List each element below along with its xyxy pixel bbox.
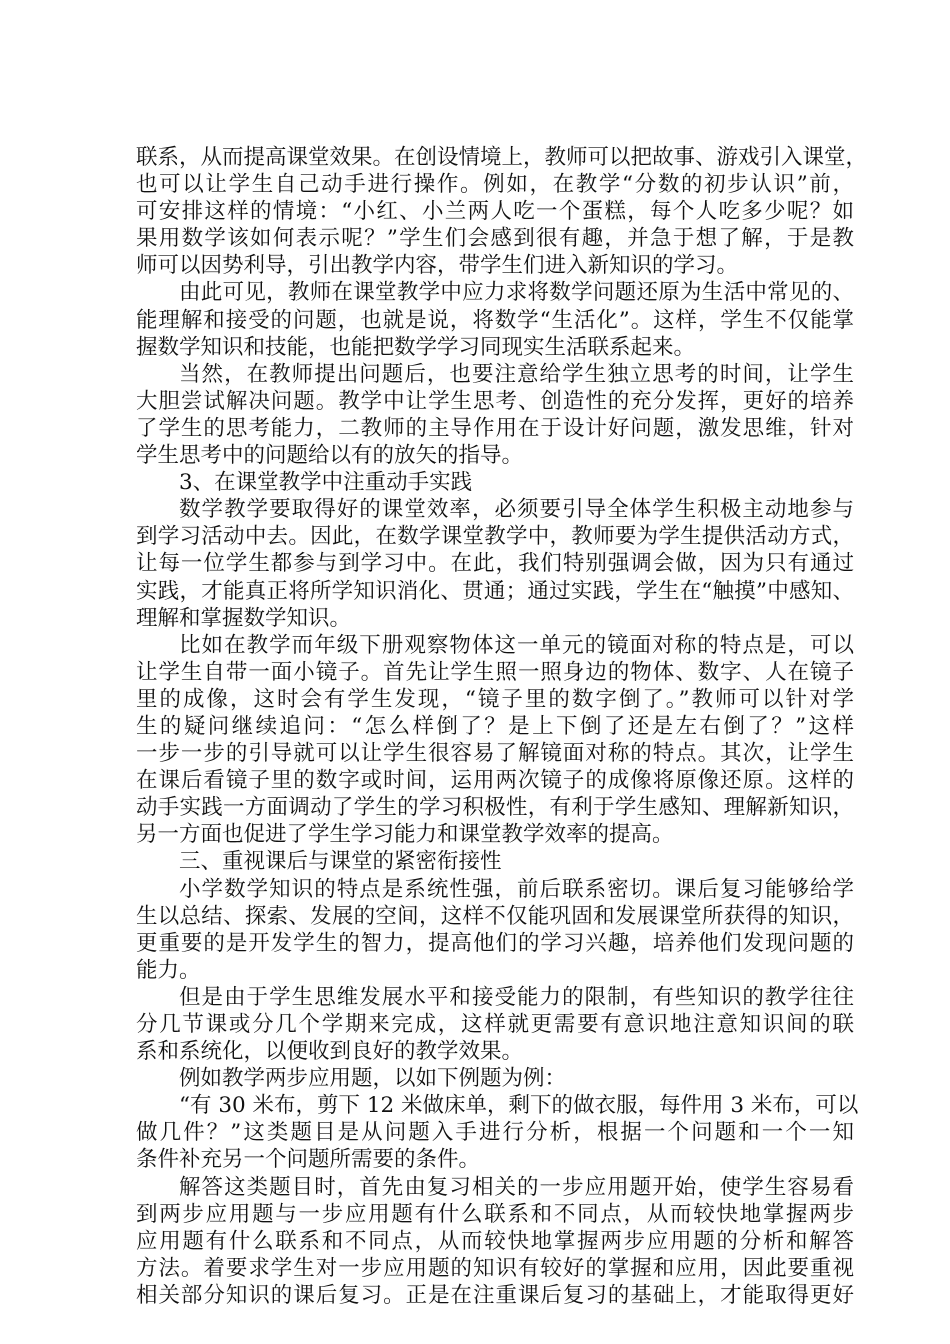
text-line: 到两步应用题与一步应用题有什么联系和不同点，从而较快地掌握两步 (136, 1201, 854, 1227)
text-line: 小学数学知识的特点是系统性强，前后联系密切。课后复习能够给学 (179, 876, 854, 902)
text-line: 生以总结、探索、发展的空间，这样不仅能巩固和发展课堂所获得的知识， (136, 903, 854, 929)
text-line: 更重要的是开发学生的智力，提高他们的学习兴趣，培养他们发现问题的 (136, 930, 854, 956)
text-line: 数学教学要取得好的课堂效率，必须要引导全体学生积极主动地参与 (179, 497, 854, 523)
text-line: 由此可见，教师在课堂教学中应力求将数学问题还原为生活中常见的、 (179, 280, 854, 306)
text-line: 可安排这样的情境：“小红、小兰两人吃一个蛋糕，每个人吃多少呢？如 (136, 199, 854, 225)
text-line: “有 30 米布，剪下 12 米做床单，剩下的做衣服，每件用 3 米布，可以 (179, 1093, 859, 1119)
text-line: 在课后看镜子里的数字或时间，运用两次镜子的成像将原像还原。这样的 (136, 768, 854, 794)
text-line: 方法。着要求学生对一步应用题的知识有较好的掌握和应用，因此要重视 (136, 1255, 854, 1281)
text-line: 一步一步的引导就可以让学生很容易了解镜面对称的特点。其次，让学生 (136, 741, 854, 767)
text-line: 条件补充另一个问题所需要的条件。 (136, 1147, 481, 1173)
text-line: 解答这类题目时，首先由复习相关的一步应用题开始，使学生容易看 (179, 1174, 854, 1200)
text-line: 师可以因势利导，引出教学内容，带学生们进入新知识的学习。 (136, 253, 739, 279)
text-line: 做几件？”这类题目是从问题入手进行分析，根据一个问题和一个一知 (136, 1120, 854, 1146)
document-body (136, 144, 868, 1309)
text-line: 大胆尝试解决问题。教学中让学生思考、创造性的充分发挥，更好的培养 (136, 388, 854, 414)
text-line: 了学生的思考能力，二教师的主导作用在于设计好问题，激发思维，针对 (136, 415, 854, 441)
text-line: 相关部分知识的课后复习。正是在注重课后复习的基础上，才能取得更好 (136, 1282, 854, 1308)
text-line: 理解和掌握数学知识。 (136, 605, 352, 631)
text-line: 但是由于学生思维发展水平和接受能力的限制，有些知识的教学往往 (179, 984, 854, 1010)
text-line: 三、重视课后与课堂的紧密衔接性 (179, 849, 502, 875)
text-line: 应用题有什么联系和不同点，从而较快地掌握两步应用题的分析和解答 (136, 1228, 854, 1254)
text-line: 让每一位学生都参与到学习中。在此，我们特别强调会做，因为只有通过 (136, 551, 854, 577)
text-line: 动手实践一方面调动了学生的学习积极性，有利于学生感知、理解新知识， (136, 795, 854, 821)
text-line: 握数学知识和技能，也能把数学学习同现实生活联系起来。 (136, 334, 696, 360)
text-line: 里的成像，这时会有学生发现，“镜子里的数字倒了。”教师可以针对学 (136, 686, 854, 712)
text-line: 另一方面也促进了学生学习能力和课堂教学效率的提高。 (136, 822, 674, 848)
text-line: 让学生自带一面小镜子。首先让学生照一照身边的物体、数字、人在镜子 (136, 659, 854, 685)
text-line: 到学习活动中去。因此，在数学课堂教学中，教师要为学生提供活动方式， (136, 524, 854, 550)
text-line: 系和系统化，以便收到良好的教学效果。 (136, 1039, 524, 1065)
text-line: 比如在教学而年级下册观察物体这一单元的镜面对称的特点是，可以 (179, 632, 854, 658)
text-line: 例如教学两步应用题，以如下例题为例： (179, 1066, 567, 1092)
text-line: 也可以让学生自己动手进行操作。例如，在教学“分数的初步认识”前， (136, 172, 854, 198)
text-line: 3、在课堂教学中注重动手实践 (179, 470, 473, 496)
text-line: 实践，才能真正将所学知识消化、贯通；通过实践，学生在“触摸”中感知、 (136, 578, 854, 604)
text-line: 联系，从而提高课堂效果。在创设情境上，教师可以把故事、游戏引入课堂， (136, 145, 868, 170)
text-line: 能理解和接受的问题，也就是说，将数学“生活化”。这样，学生不仅能掌 (136, 307, 854, 333)
text-line: 当然，在教师提出问题后，也要注意给学生独立思考的时间，让学生 (179, 361, 854, 387)
text-line: 果用数学该如何表示呢？”学生们会感到很有趣，并急于想了解，于是教 (136, 226, 854, 252)
text-line: 能力。 (136, 957, 201, 983)
text-line: 分几节课或分几个学期来完成，这样就更需要有意识地注意知识间的联 (136, 1012, 854, 1037)
text-line: 学生思考中的问题给以有的放矢的指导。 (136, 443, 524, 469)
text-line: 生的疑问继续追问：“怎么样倒了？是上下倒了还是左右倒了？”这样 (136, 713, 854, 739)
